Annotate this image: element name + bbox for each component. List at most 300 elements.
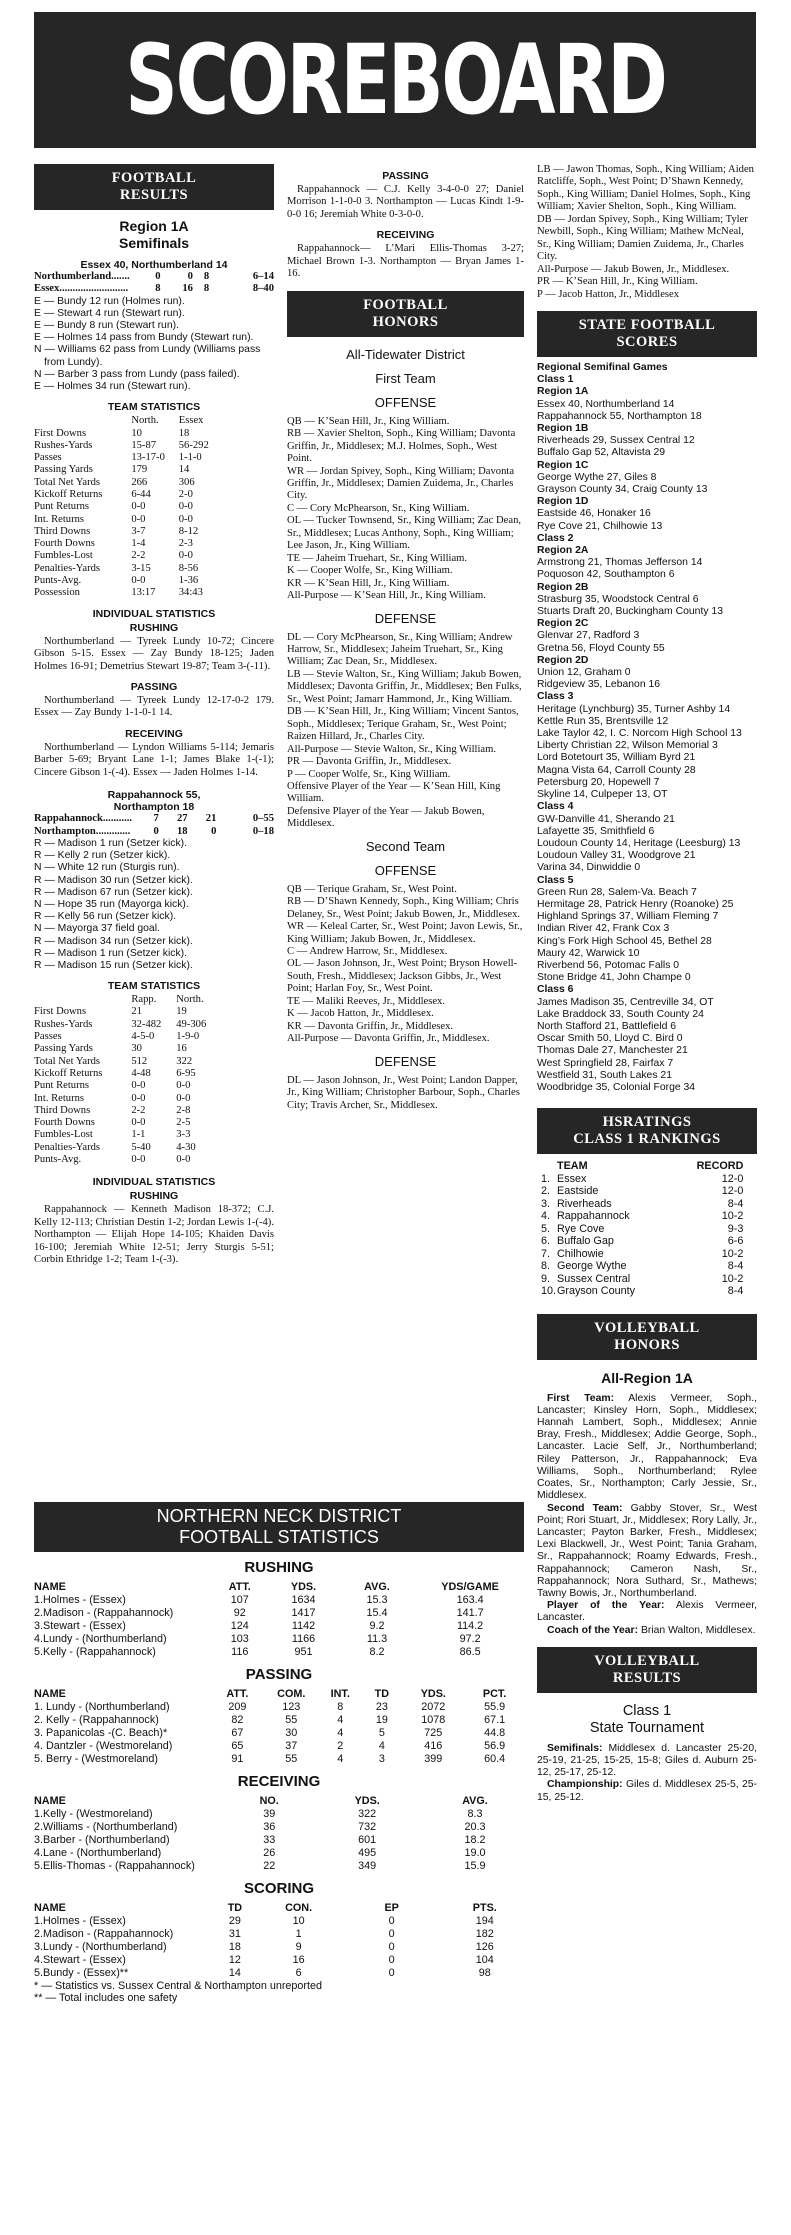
nn-scoring-row-cell: 0: [388, 1941, 395, 1953]
g1-team-stat-row: [34, 538, 221, 550]
state-score-heading: Regional Semifinal Games: [537, 361, 668, 373]
nn-col-head: PCT.: [482, 1688, 507, 1700]
g2-team-stat-row: [34, 1068, 221, 1080]
ranking-row-cell: 8-4: [727, 1197, 744, 1210]
game2-team-stats-title: TEAM STATISTICS: [107, 980, 201, 993]
nn-rushing-row-cell: 4.Lundy - (Northumberland): [34, 1633, 167, 1645]
header-line: FOOTBALL: [363, 296, 448, 313]
player-of-year-text: Alexis Vermeer, Lancaster.: [537, 1600, 757, 1624]
g1-team-stat-row-cell: 2-0: [178, 489, 193, 500]
ranking-row-cell: Grayson County: [557, 1285, 636, 1298]
g1-linescore-row-cell: 6–14: [252, 271, 274, 282]
state-score-line: Loudoun County 14, Heritage (Leesburg) 13: [537, 837, 741, 849]
ranking-row-cell: 4.: [541, 1210, 551, 1223]
nn-rushing-row-cell: 1417: [291, 1607, 316, 1619]
g1-team-stat-row-cell: Rushes-Yards: [34, 439, 93, 451]
header-line: RESULTS: [119, 187, 189, 203]
nn-col-head: NAME: [34, 1902, 66, 1914]
nn-receiving-row-cell: 8.3: [467, 1808, 483, 1820]
g2-scoring-play: N — White 12 run (Sturgis run).: [34, 862, 180, 874]
g2-team-stat-row: [34, 1019, 221, 1031]
nn-rushing-row: [34, 1594, 524, 1607]
g1-team-stat-row-cell: 2-2: [131, 550, 146, 562]
nn-scoring-table: [34, 1901, 524, 1980]
nn-rushing-row-cell: 11.3: [366, 1633, 388, 1645]
nn-rushing-row-cell: 5.Kelly - (Rappahannock): [34, 1646, 156, 1658]
ranking-row-cell: Riverheads: [557, 1197, 612, 1210]
game1-linescore: [34, 271, 274, 296]
nn-passing-row-cell: 30: [285, 1727, 298, 1739]
nn-passing-row: [34, 1701, 524, 1714]
g1-team-stat-row-cell: 3-15: [131, 562, 151, 574]
g2-linescore-row-cell: 21: [205, 813, 217, 825]
g1-team-stat-row-cell: Passing Yards: [34, 464, 93, 476]
g2-team-stat-row: [34, 1056, 221, 1068]
ranking-row-cell: Rye Cove: [557, 1222, 605, 1235]
player-of-year-label: Player of the Year:: [547, 1600, 665, 1612]
rankings-header: [537, 1108, 757, 1154]
nn-scoring-row-cell: 194: [475, 1915, 494, 1927]
ranking-row: [541, 1235, 743, 1248]
g2-scoring-play: R — Madison 34 run (Setzer kick).: [34, 935, 193, 947]
nn-passing-row-cell: 19: [375, 1714, 388, 1726]
nn-col-head: AVG.: [462, 1795, 488, 1807]
g2-team-stat-row-cell: First Downs: [34, 1006, 87, 1018]
g1-scoring-play: N — Williams 62 pass from Lundy (Williams pass from Lundy).: [34, 344, 261, 368]
state-score-heading: Class 6: [537, 984, 574, 996]
g1-team-stat-row-cell: Penalties-Yards: [34, 562, 101, 574]
state-score-line: Riverbend 56, Potomac Falls 0: [537, 959, 680, 971]
g1-team-stat-row: [34, 526, 221, 538]
nn-receiving-row-cell: 495: [358, 1847, 377, 1859]
first-team-text: Alexis Vermeer, Soph., Lancaster; Kinsley Horn, Soph., Middlesex; Hannah Lambert, Soph., Middlesex; Annie Bray, Fresh., Middlesex; Addie George, Soph., Lancaster. Lacie Self, Jr., Northumberland; Riley Patterson, Jr., Rappahannock; Eva Williams, Soph., Northumberland; Rylee Coates, Sr., Northampton; Carly Jessie, Sr., Middlesex.: [537, 1392, 757, 1502]
ranking-row: [541, 1185, 743, 1198]
nn-rushing-row-cell: 86.5: [459, 1646, 481, 1658]
header-line: HSRATINGS: [602, 1114, 692, 1131]
ranking-row-cell: 8-4: [727, 1260, 744, 1273]
honor-entry: K — Jacob Hatton, Jr., Middlesex.: [287, 1008, 434, 1020]
nn-rushing-row-cell: 163.4: [456, 1594, 484, 1606]
ranking-row-cell: 8-4: [727, 1285, 744, 1298]
nn-passing-row-cell: 55: [285, 1714, 298, 1726]
state-score-heading: Class 1: [537, 374, 574, 386]
g2-linescore-row: [34, 813, 274, 825]
ranking-row-cell: 6.: [541, 1235, 551, 1248]
honor-entry: PR — Davonta Griffin, Jr., Middlesex.: [287, 756, 452, 768]
state-score-line: Magna Vista 64, Carroll County 28: [537, 764, 696, 776]
nn-receiving-row-cell: 39: [263, 1808, 276, 1820]
nn-receiving-row: [34, 1847, 524, 1860]
game2-passing-title: PASSING: [382, 170, 429, 182]
ranking-row: [541, 1173, 743, 1186]
header-line: FOOTBALL STATISTICS: [179, 1527, 379, 1547]
nn-passing-row-cell: 56.9: [484, 1740, 506, 1752]
state-score-line: Stuarts Draft 20, Buckingham County 13: [537, 606, 723, 618]
g1-team-stat-row-cell: 1-4: [131, 538, 146, 550]
first-team-defense-title: DEFENSE: [374, 610, 437, 626]
game1-rushing-text: Northumberland — Tyreek Lundy 10-72; Cincere Gibson 5-15. Essex — Zay Bundy 18-125; Jaden Holmes 16-91; Demetrius Stewart 19-87; Team 3-(-11).: [34, 635, 274, 672]
nn-col-head: TD: [374, 1688, 390, 1700]
nn-passing-row-cell: 37: [285, 1740, 298, 1752]
ranking-row-cell: 7.: [541, 1247, 551, 1260]
g1-team-stat-row-cell: 14: [178, 464, 190, 476]
honor-entry: P — Jacob Hatton, Jr., Middlesex: [537, 288, 680, 300]
stats-col-head: [34, 994, 131, 1006]
g1-team-stat-row-cell: 1-36: [178, 575, 199, 587]
state-score-line: Grayson County 34, Craig County 13: [537, 484, 708, 496]
nn-passing-row-cell: 8: [337, 1701, 344, 1713]
g2-team-stat-row-cell: Fourth Downs: [34, 1117, 95, 1129]
g1-team-stat-row-cell: Punts-Avg.: [34, 575, 82, 587]
ranking-row-cell: 1.: [541, 1172, 551, 1185]
honor-entry: OL — Tucker Townsend, Sr., King William; Zac Dean, Sr., Middlesex; Lucas Anthony, Soph., King William; Lee Jason, Jr., King William.: [287, 515, 522, 552]
nn-receiving-row-cell: 15.9: [464, 1860, 486, 1872]
state-score-line: Hermitage 28, Patrick Henry (Roanoke) 25: [537, 898, 734, 910]
nn-col-head: NAME: [34, 1581, 66, 1593]
header-line: VOLLEYBALL: [594, 1652, 700, 1669]
g1-team-stat-row-cell: 15-87: [131, 439, 157, 451]
nn-note-1: * — Statistics vs. Sussex Central & Northampton unreported: [34, 1980, 323, 1992]
g1-team-stat-row-cell: 8-56: [178, 562, 199, 574]
g2-team-stat-row-cell: 5-40: [131, 1141, 151, 1153]
state-score-heading: Region 1B: [537, 423, 589, 434]
championship-text: Giles d. Middlesex 25-5, 25-15, 25-12.: [537, 1779, 757, 1803]
g2-team-stat-row-cell: Fumbles-Lost: [34, 1129, 93, 1141]
second-team-title: Second Team: [365, 838, 446, 854]
state-column: [537, 164, 757, 1804]
honor-entry: LB — Jawon Thomas, Soph., King William; Aiden Ratcliffe, Soph., West Point; D’Shawn Kennedy, Soph., King William; Daniel Holmes, Soph., King William; Xavier Shelton, Soph., King William.: [537, 164, 754, 213]
nn-head-row: [34, 1794, 524, 1808]
nn-scoring-row-cell: 1.Holmes - (Essex): [34, 1915, 126, 1927]
nn-scoring-row-cell: 0: [388, 1928, 395, 1940]
nn-rushing-row-cell: 15.4: [366, 1607, 388, 1619]
state-score-heading: Region 2C: [537, 618, 589, 630]
stats-col-head: Rapp.: [131, 994, 157, 1006]
ranking-row-cell: Buffalo Gap: [557, 1235, 614, 1248]
rankings-table: [541, 1160, 743, 1298]
g1-team-stat-row-cell: 306: [178, 476, 195, 488]
ranking-row-cell: George Wythe: [557, 1260, 627, 1273]
g1-team-stat-row: [34, 440, 221, 452]
header-line: VOLLEYBALL: [594, 1319, 700, 1336]
g1-linescore-row-cell: Northumberland.......: [34, 271, 130, 282]
g2-team-stats-head: [34, 994, 221, 1006]
ranking-row: [541, 1210, 743, 1223]
nn-scoring-row-cell: 0: [388, 1967, 395, 1979]
g1-team-stat-row-cell: Kickoff Returns: [34, 489, 103, 500]
nn-col-head: EP: [384, 1902, 399, 1914]
honor-entry: All-Purpose — Jakub Bowen, Jr., Middlesex.: [537, 263, 730, 275]
nn-passing-row-cell: 91: [231, 1753, 244, 1765]
nn-rushing-row: [34, 1646, 524, 1659]
volleyball-semifinals: [537, 1743, 757, 1780]
nn-passing-title: PASSING: [245, 1666, 313, 1683]
semifinals-label: Semifinals:: [547, 1742, 603, 1754]
g2-team-stat-row-cell: 0-0: [131, 1092, 146, 1104]
ranking-row-cell: 6-6: [727, 1235, 744, 1248]
nn-rushing-row-cell: 103: [230, 1633, 249, 1645]
g1-scoring-play: N — Barber 3 pass from Lundy (pass failed).: [34, 368, 240, 380]
game2-title-line2: Northampton 18: [113, 801, 195, 814]
g1-scoring-play: E — Holmes 34 run (Stewart run).: [34, 381, 191, 393]
g1-team-stat-row-cell: Fourth Downs: [34, 538, 95, 550]
nn-receiving-row-cell: 19.0: [464, 1847, 486, 1859]
honor-entry: RB — D’Shawn Kennedy, Soph., King William; Chris Delaney, Sr., West Point; Jakub Bowen, Jr., Middlesex.: [287, 896, 521, 920]
nn-passing-row-cell: 2: [337, 1740, 344, 1752]
g2-team-stat-row-cell: 3-3: [176, 1129, 191, 1141]
g1-linescore-row-cell: 8–40: [252, 283, 274, 295]
second-team-offense-title: OFFENSE: [374, 862, 437, 878]
game2-receiving-title: RECEIVING: [376, 229, 435, 242]
nn-passing-row-cell: 60.4: [484, 1753, 506, 1765]
g1-linescore-row-cell: 8: [203, 271, 210, 282]
header-line: CLASS 1 RANKINGS: [573, 1131, 721, 1148]
nn-passing-row: [34, 1740, 524, 1753]
nn-scoring-row-cell: 2.Madison - (Rappahannock): [34, 1928, 174, 1940]
nn-passing-row: [34, 1727, 524, 1740]
state-score-line: Woodbridge 35, Colonial Forge 34: [537, 1081, 696, 1093]
nn-passing-row-cell: 65: [231, 1740, 244, 1752]
g2-scoring-play: R — Madison 67 run (Setzer kick).: [34, 886, 193, 898]
g2-team-stat-row-cell: 1-1: [131, 1129, 146, 1141]
g1-scoring-play: E — Bundy 8 run (Stewart run).: [34, 320, 179, 331]
state-score-line: Thomas Dale 27, Manchester 21: [537, 1045, 688, 1057]
volleyball-championship: [537, 1779, 757, 1803]
state-score-line: Lord Botetourt 35, William Byrd 21: [537, 752, 696, 764]
nn-scoring-row-cell: 104: [475, 1954, 494, 1966]
nn-receiving-row-cell: 3.Barber - (Northumberland): [34, 1834, 170, 1846]
g1-team-stat-row: [34, 514, 221, 526]
state-score-heading: Region 1D: [537, 496, 589, 508]
nn-passing-row-cell: 4: [337, 1753, 344, 1765]
g2-team-stat-row-cell: 4-48: [131, 1067, 151, 1079]
g2-scoring-play: R — Madison 15 run (Setzer kick).: [34, 959, 193, 971]
nn-scoring-row-cell: 10: [292, 1915, 305, 1927]
honor-entry: KR — K’Sean Hill, Jr., King William.: [287, 577, 450, 589]
nn-col-head: YDS.: [290, 1581, 317, 1593]
nn-scoring-row-cell: 126: [475, 1941, 494, 1953]
stats-col-head: North.: [176, 994, 204, 1006]
g1-team-stat-row-cell: Punt Returns: [34, 501, 90, 513]
g2-team-stat-row-cell: Rushes-Yards: [34, 1018, 93, 1030]
g1-team-stat-row-cell: 0-0: [178, 513, 193, 525]
second-team-defense-list: [287, 1075, 524, 1112]
g1-team-stats-head: [34, 415, 221, 427]
state-score-line: Poquoson 42, Southampton 6: [537, 569, 675, 581]
nn-receiving-row-cell: 601: [358, 1834, 377, 1846]
ranking-row: [541, 1285, 743, 1298]
g1-team-stat-row-cell: 10: [131, 427, 142, 439]
nn-rushing-row-cell: 1142: [291, 1620, 316, 1632]
g1-team-stat-row: [34, 587, 221, 599]
state-football-header: [537, 311, 757, 357]
state-score-heading: Region 2D: [537, 654, 589, 666]
nn-rushing-row: [34, 1620, 524, 1633]
ranking-row-cell: 5.: [541, 1222, 551, 1235]
state-score-line: James Madison 35, Centreville 34, OT: [537, 996, 714, 1008]
state-score-heading: Class 4: [537, 801, 574, 813]
nn-col-head: NAME: [34, 1795, 66, 1807]
g2-linescore-row-cell: 7: [153, 813, 159, 825]
g1-scoring-play: E — Bundy 12 run (Holmes run).: [34, 295, 185, 307]
g1-team-stat-row-cell: 56-292: [178, 439, 209, 451]
nn-receiving-row: [34, 1821, 524, 1834]
nn-scoring-row: [34, 1941, 524, 1954]
state-score-line: Strasburg 35, Woodstock Central 6: [537, 593, 699, 605]
northern-neck-stats: [34, 1502, 524, 2004]
game2-scoring-plays: [34, 838, 274, 972]
second-team-text: Gabby Stover, Sr., West Point; Rori Stuart, Jr., Middlesex; Rory Lally, Jr., Lancaster; Payton Barker, Fresh., Middlesex; Lexi Blackwell, Jr., West Point; Tania Graham, Sr., Rappahannock; Roamy Edwards, Fresh., Rappahannock; Cameron Nash, Sr., Rappahannock; Nora Suthard, Sr., Mathews; Tawny Bowis, Jr., Northumberland.: [537, 1502, 757, 1599]
g2-team-stat-row-cell: 0-0: [176, 1153, 191, 1165]
stats-col-head: North.: [131, 415, 159, 427]
nn-receiving-title: RECEIVING: [237, 1773, 321, 1790]
state-score-line: Green Run 28, Salem-Va. Beach 7: [537, 886, 697, 898]
state-score-heading: Class 2: [537, 532, 574, 544]
g1-team-stat-row-cell: Third Downs: [34, 525, 91, 537]
state-score-line: Varina 34, Dinwiddie 0: [537, 862, 641, 874]
g2-team-stat-row-cell: 4-30: [176, 1141, 196, 1153]
state-scores-list: [537, 362, 757, 1094]
nn-rushing-row-cell: 8.2: [369, 1646, 385, 1658]
g2-linescore-row-cell: Rappahannock...........: [34, 813, 133, 825]
nn-receiving-row-cell: 732: [358, 1821, 377, 1833]
state-score-line: North Stafford 21, Battlefield 6: [537, 1020, 677, 1032]
g1-team-stat-row: [34, 477, 221, 489]
nn-scoring-row: [34, 1915, 524, 1928]
g2-team-stat-row: [34, 1031, 221, 1043]
g2-scoring-play: R — Madison 1 run (Setzer kick).: [34, 837, 188, 849]
g2-team-stat-row-cell: 19: [176, 1006, 187, 1018]
g1-team-stat-row-cell: 0-0: [178, 501, 193, 513]
nn-passing-row-cell: 399: [424, 1753, 443, 1765]
nn-passing-row-cell: 4. Dantzler - (Westmoreland): [34, 1740, 173, 1752]
g2-team-stat-row: [34, 1006, 221, 1018]
honor-entry: OL — Jason Johnson, Jr., West Point; Bryson Howell-South, Fresh., Middlesex; Jackson Gibbs, Jr., West Point; Harlan Foy, Sr., West Point.: [287, 958, 518, 995]
g1-team-stat-row: [34, 464, 221, 476]
second-team-offense-list: [287, 884, 524, 1046]
ranking-row-cell: Essex: [557, 1172, 587, 1185]
state-score-line: Loudoun Valley 31, Woodgrove 21: [537, 850, 696, 862]
state-score-line: Essex 40, Northumberland 14: [537, 398, 675, 410]
nn-passing-row-cell: 3. Papanicolas -(C. Beach)*: [34, 1727, 168, 1739]
coach-of-year-label: Coach of the Year:: [547, 1624, 639, 1636]
header-line: SCORES: [616, 333, 678, 350]
nn-scoring-row: [34, 1928, 524, 1941]
g1-linescore-row-cell: 16: [182, 283, 193, 295]
honor-entry: KR — Davonta Griffin, Jr., Middlesex.: [287, 1020, 454, 1032]
nn-note-2: ** — Total includes one safety: [34, 1992, 178, 2005]
first-team-offense-list: [287, 416, 524, 603]
state-score-line: GW-Danville 41, Sherando 21: [537, 813, 675, 825]
g2-team-stat-row-cell: 30: [131, 1043, 142, 1055]
state-score-line: Highland Springs 37, William Fleming 7: [537, 911, 719, 923]
g1-team-stat-row-cell: 0-0: [131, 501, 146, 513]
state-score-heading: Region 1A: [537, 386, 589, 398]
nn-passing-row-cell: 725: [424, 1727, 443, 1739]
region-title: Region 1A: [119, 218, 189, 234]
nn-rushing-row-cell: 116: [231, 1646, 249, 1658]
honor-entry: DB — Jordan Spivey, Soph., King William; Tyler Newbill, Soph., King William; Mathew McNeal, Sr., King William; Damien Zuidema, Jr., Charles City.: [537, 213, 748, 263]
nn-receiving-row-cell: 26: [263, 1847, 276, 1859]
g2-team-stat-row-cell: Passing Yards: [34, 1043, 93, 1055]
nn-scoring-row: [34, 1954, 524, 1967]
football-honors-header: [287, 291, 524, 337]
nn-scoring-row-cell: 6: [295, 1967, 302, 1979]
state-score-line: Petersburg 20, Hopewell 7: [537, 776, 660, 788]
g1-linescore-row-cell: Essex..........................: [34, 283, 129, 295]
g2-team-stat-row-cell: 0-0: [131, 1080, 146, 1092]
g2-team-stat-row: [34, 1043, 221, 1055]
g2-team-stat-row-cell: 6-95: [176, 1067, 196, 1079]
nn-passing-row-cell: 23: [375, 1701, 388, 1713]
first-team-offense-title: OFFENSE: [374, 394, 437, 410]
nn-passing-row-cell: 3: [378, 1753, 385, 1765]
game2-title-line1: Rappahannock 55,: [107, 789, 201, 802]
state-score-heading: Class 3: [537, 691, 574, 703]
state-score-line: Heritage (Lynchburg) 35, Turner Ashby 14: [537, 703, 731, 715]
honors-column: [287, 164, 524, 1112]
nn-col-head: PTS.: [472, 1902, 497, 1914]
nn-passing-row-cell: 55: [285, 1753, 298, 1765]
state-score-line: Westfield 31, South Lakes 21: [537, 1069, 672, 1081]
nn-head-row: [34, 1901, 524, 1915]
state-score-line: Indian River 42, Frank Cox 3: [537, 923, 670, 935]
state-score-line: Oscar Smith 50, Lloyd C. Bird 0: [537, 1033, 683, 1045]
game1-rushing-title: RUSHING: [129, 621, 179, 634]
nn-receiving-row-cell: 5.Ellis-Thomas - (Rappahannock): [34, 1860, 195, 1872]
nn-scoring-row-cell: 14: [228, 1967, 241, 1979]
nn-scoring-row-cell: 9: [295, 1941, 302, 1953]
g2-scoring-play: N — Hope 35 run (Mayorga kick).: [34, 898, 189, 910]
state-score-line: Gretna 56, Floyd County 55: [537, 642, 665, 654]
nn-scoring-row: [34, 1967, 524, 1980]
nn-passing-row-cell: 82: [231, 1714, 244, 1726]
g2-team-stat-row-cell: 21: [131, 1006, 142, 1018]
nn-rushing-row-cell: 141.7: [456, 1607, 484, 1619]
nn-receiving-row-cell: 349: [358, 1860, 377, 1872]
banner-title: SCOREBOARD: [124, 24, 666, 136]
g2-team-stat-row: [34, 1093, 221, 1105]
g2-linescore-row-cell: 0–55: [252, 813, 274, 825]
honor-entry: All-Purpose — Stevie Walton, Sr., King William.: [287, 743, 497, 755]
g2-team-stat-row-cell: 49-306: [176, 1018, 207, 1030]
state-score-heading: Class 5: [537, 874, 574, 886]
state-score-line: Rappahannock 55, Northampton 18: [537, 410, 702, 422]
state-score-line: Skyline 14, Culpeper 13, OT: [537, 789, 668, 801]
honor-entry: Defensive Player of the Year — Jakub Bowen, Middlesex.: [287, 805, 485, 830]
nn-col-head: TD: [227, 1902, 243, 1914]
volleyball-results-header: [537, 1647, 757, 1693]
g2-linescore-row-cell: 0: [153, 825, 159, 837]
state-score-line: Union 12, Graham 0: [537, 667, 631, 679]
g1-team-stat-row-cell: 6-44: [131, 489, 151, 500]
nn-receiving-row: [34, 1834, 524, 1847]
nn-passing-row-cell: 4: [337, 1714, 344, 1726]
nn-rushing-row: [34, 1633, 524, 1646]
round-title: Semifinals: [118, 235, 190, 251]
nn-passing-row: [34, 1753, 524, 1766]
state-score-line: King’s Fork High School 45, Bethel 28: [537, 935, 712, 947]
ranking-row-cell: 12-0: [721, 1185, 744, 1198]
scoreboard-banner: [34, 12, 756, 148]
state-score-line: Rye Cove 21, Chilhowie 13: [537, 520, 663, 532]
g1-linescore-row: [34, 271, 274, 283]
nn-passing-row-cell: 416: [424, 1740, 443, 1752]
ranking-row-cell: 10.: [541, 1285, 557, 1298]
volleyball-first-team: [537, 1393, 757, 1503]
volleyball-coach-of-year: [537, 1625, 757, 1637]
g1-team-stat-row: [34, 501, 221, 513]
